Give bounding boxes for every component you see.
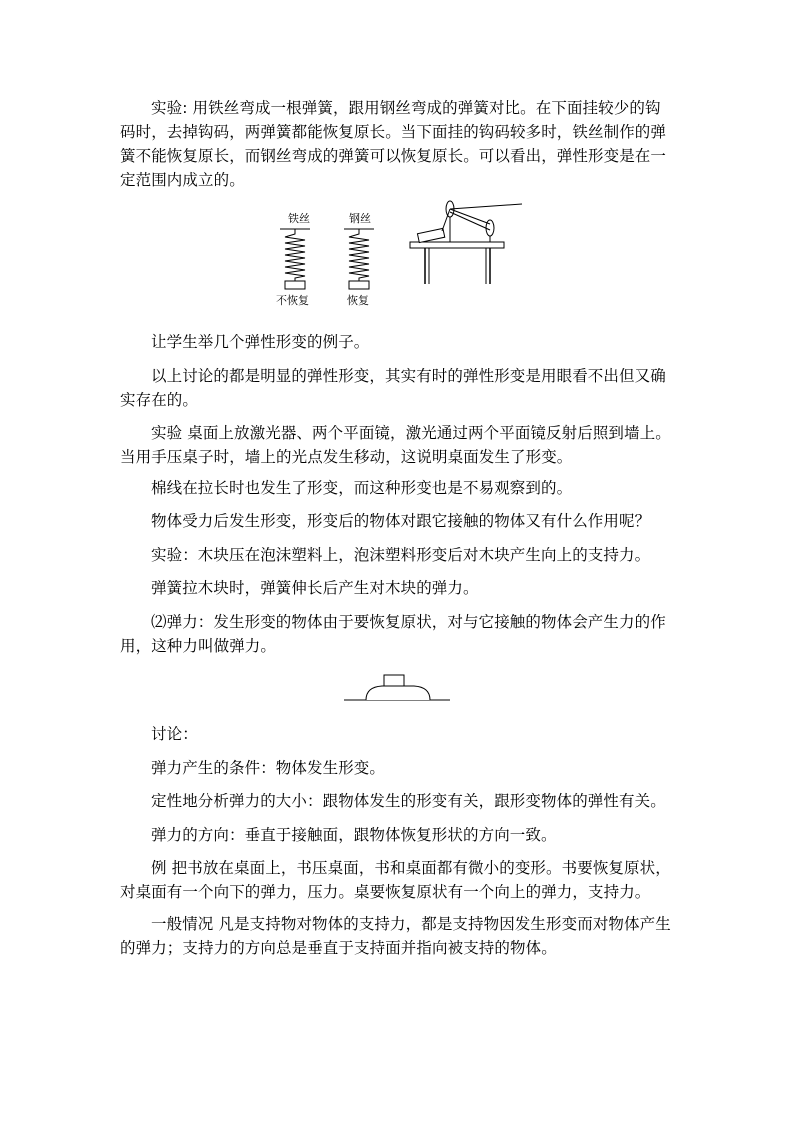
paragraph-discussion: 讨论： xyxy=(151,725,198,743)
paragraph-magnitude: 定性地分析弹力的大小：跟物体发生的形变有关，跟形变物体的弹性有关。 xyxy=(151,792,666,810)
laser-table-diagram xyxy=(410,201,522,284)
paragraph-general-case: 一般情况 凡是支持物对物体的支持力，都是支持物因发生形变而对物体产生的弹力；支持力的方向总是垂直于支持面并指向被支持的物体。 xyxy=(120,915,671,957)
paragraph-elastic-force-definition: ⑵弹力：发生形变的物体由于要恢复原状，对与它接触的物体会产生力的作用，这种力叫做弹力。 xyxy=(120,613,666,655)
paragraph-experiment-springs: 实验: 用铁丝弯成一根弹簧，跟用钢丝弯成的弹簧对比。在下面挂较少的钩码时，去掉钩码，两弹簧都能恢复原长。当下面挂的钩码较多时，铁丝制作的弹簧不能恢复原长，而钢丝弯成的弹簧可以恢复原长。可以看出，弹性形变是在一定范围内成立的。 xyxy=(120,99,667,189)
label-iron-wire: 铁丝 xyxy=(288,212,310,225)
paragraph-cotton-thread: 棉线在拉长时也发生了形变，而这种形变也是不易观察到的。 xyxy=(151,479,573,497)
paragraph-student-examples: 让学生举几个弹性形变的例子。 xyxy=(151,333,370,351)
label-recover: 恢复 xyxy=(347,294,369,307)
paragraph-condition: 弹力产生的条件：物体发生形变。 xyxy=(151,759,386,777)
paragraph-example-book: 例 把书放在桌面上，书压桌面，书和桌面都有微小的变形。书要恢复原状，对桌面有一个向下的弹力，压力。桌要恢复原状有一个向上的弹力，支持力。 xyxy=(120,859,671,901)
iron-spring-diagram xyxy=(276,211,310,307)
label-not-recover: 不恢复 xyxy=(276,294,309,307)
figure-springs-laser xyxy=(270,198,530,314)
figure-block-on-surface xyxy=(340,670,455,706)
paragraph-invisible-deformation: 以上讨论的都是明显的弹性形变，其实有时的弹性形变是用眼看不出但又确实存在的。 xyxy=(120,367,666,409)
paragraph-laser-experiment: 实验 桌面上放激光器、两个平面镜，激光通过两个平面镜反射后照到墙上。当用手压桌子时，墙上的光点发生移动，这说明桌面发生了形变。 xyxy=(120,424,671,466)
label-steel-wire: 钢丝 xyxy=(349,212,371,225)
paragraph-question: 物体受力后发生形变，形变后的物体对跟它接触的物体又有什么作用呢？ xyxy=(151,512,651,530)
steel-spring-diagram xyxy=(344,211,374,307)
paragraph-direction: 弹力的方向：垂直于接触面，跟物体恢复形状的方向一致。 xyxy=(151,826,557,844)
paragraph-spring-pull: 弹簧拉木块时，弹簧伸长后产生对木块的弹力。 xyxy=(151,579,479,597)
paragraph-foam-experiment: 实验：木块压在泡沫塑料上，泡沫塑料形变后对木块产生向上的支持力。 xyxy=(151,546,651,564)
